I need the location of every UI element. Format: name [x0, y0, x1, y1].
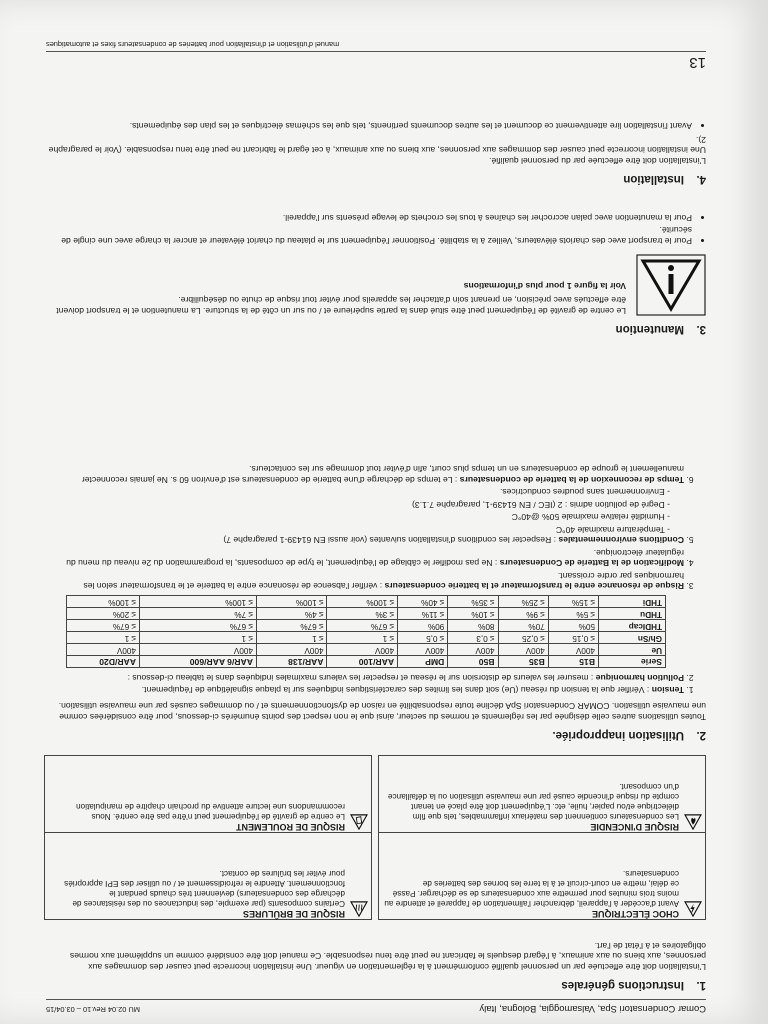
warning-burn [45, 832, 371, 919]
list-item: - Degré de pollution admis : 2 (IEC / EN 61439-1, paragraphe 7.1.3) [46, 499, 670, 509]
list-item: 4. Modification de la Batterie de Condensateurs : Ne pas modifier le câblage de l'équipement, le type de composants, la programmation du 2e niveau du menu du régulateur électronique. [46, 547, 684, 568]
warning-text: Le centre de gravité de l'équipement peut n'être pas être centré. Nous recommandons une lecture attentive du prochain chapitre de manipulation [76, 802, 345, 822]
header-revision: MU 02.04 Rev.10 – 03.04/15 [46, 1005, 140, 1014]
page-number: 13 [689, 54, 706, 71]
column-header: AAR/100 [327, 656, 398, 668]
table-row: THDi ≤ 15% ≤ 25% ≤ 35% ≤ 40% ≤ 100% ≤ 100% ≤ 100% ≤ 100% [67, 596, 666, 608]
table-row: THDu ≤ 5% ≤ 9% ≤ 10% ≤ 11% ≤ 3% ≤ 4% ≤ 7% ≤ 20% [67, 608, 666, 620]
table-row: Gh/Sn ≤ 0,15 ≤ 0,25 ≤ 0,3 ≤ 0,5 ≤ 1 ≤ 1 ≤ 1 ≤ 1 [67, 632, 666, 644]
column-header: AAR/6 AAR/600 [139, 656, 256, 668]
warning-column-left [378, 755, 706, 920]
attention-triangle-icon [636, 254, 706, 316]
fire-warning-icon [684, 814, 702, 830]
section-general-instructions [46, 941, 706, 992]
handling-bullets [46, 213, 706, 246]
column-header: Serie [599, 656, 666, 668]
column-header: DMP [398, 656, 448, 668]
warning-electric-shock [379, 832, 705, 919]
section-improper-use [46, 462, 706, 742]
section-heading: 2.Utilisation inappropriée. [552, 729, 706, 741]
list-item: 2. Pollution harmonique : mesurer les valeurs de distorsion sur le réseau et respecter les valeurs maximales indiquées dans le tableau ci-dessous : Serie B15 B35 B50 DMP AAR/100 AAR/138 AAR/6 AAR/600 AAR/D20 Ue 400V 400V 400V 400V 400V 400V 400V 400V Gh/Sn ≤ 0,15 ≤ 0,25 ≤ 0,3 ≤ 0,5 ≤ 1 ≤ 1 ≤ 1 ≤ 1 THDIcap 50% 70% 80% 90% ≤ 67% ≤ 67% ≤ 67% ≤ 67% THDu ≤ 5% ≤ 9% ≤ 10% ≤ 11% ≤ 3% ≤ 4% ≤ 7% ≤ 20% THDi ≤ 15% ≤ 25% ≤ 35% ≤ 40% ≤ 100% ≤ 100% ≤ 100% ≤ 100% [46, 595, 684, 682]
lightning-warning-icon [684, 901, 702, 917]
list-item: • Pour le transport avec des chariots élévateurs, Veillez à la stabilité. Positionner l'équipement sur le plateau du chariot élévateur et ancrer la charge avec une cingle de sécurité. [46, 225, 692, 246]
column-header: B35 [498, 656, 548, 668]
requirements-list [46, 464, 706, 695]
hot-surface-icon [350, 901, 368, 917]
column-header: AAR/138 [256, 656, 327, 668]
warning-text: Certains composants (par exemple, des inductances ou des résistances de décharge des condensateurs) deviennent très chauds pendant le fonctionnement. Attendre le refroidissement et / ou utiliser des EPI appropriés pour éviter les brûlures de contact. [64, 869, 345, 909]
list-item: • Avant l'installation lire attentivement ce document et les autres documents pertinents, tels que les schémas électriques et les plan des équipements. [46, 120, 692, 130]
list-item: - Humidité relative maximale 50% @40°C [46, 512, 670, 522]
section-text: L'installation doit être effectuée par du personnel qualifié. [489, 155, 706, 166]
warning-title: CHOC ÉLECTRIQUE [591, 909, 679, 919]
table-header-row [67, 656, 666, 668]
harmonic-limits-table [66, 595, 666, 668]
list-item: - Environnement sans poudres conductrices. [46, 487, 670, 497]
warning-title: RISQUE DE BRÛLURES [242, 909, 345, 919]
warning-fire [379, 756, 705, 832]
list-item: • Pour la manutention avec palan accrocher les chaînes à tous les crochets de levage présents sur l'appareil. [46, 213, 692, 223]
list-item: 6. Temps de reconnexion de la batterie de condensateurs : Le temps de décharge d'une batterie de condensateurs est d'environ 60 s. Ne jamais reconnecter manuellement le groupe de condensateurs en un temps plus court, afin d'éviter tout dommage sur les contacteurs. [46, 464, 684, 485]
table-row: Ue 400V 400V 400V 400V 400V 400V 400V 400V [67, 644, 666, 656]
warning-title: RISQUE DE ROULEMENT [235, 822, 345, 832]
column-header: AAR/D20 [67, 656, 140, 668]
list-item: 5. Conditions environnementales : Respecter les conditions d'installation suivantes (voir aussi EN 61439-1 paragraphe 7) - Température maximale 40°C - Humidité relative maximale 50% @40°C - Degré de pollution admis : 2 (IEC / EN 61439-1, paragraphe 7.1.3) - Environnement sans poudres conductrices. [46, 487, 684, 545]
installation-bullets [46, 120, 706, 130]
warning-roll [45, 756, 371, 832]
list-item: 1. Tension : Vérifier que la tension du réseau (Ue) soit dans les limites des caractéristiques indiquées sur la plaque signalétique de l'équipement. [46, 685, 684, 695]
section-heading: 4.Installation [623, 173, 706, 185]
section-text: L'installation doit être effectuée par un personnel qualifié conformément à la réglementation en vigueur. Une installation incorrecte peut causer des dommages aux personnes, aux biens ou aux animaux, à l'égard desquels le fabricant ne peut être tenu responsable. Ce manuel doit être considéré comme un supplément aux normes obligatoires et à l'état de l'art. [69, 941, 706, 972]
section-heading: 1.Instructions générales [561, 979, 706, 991]
warning-title: RISQUE D'INCENDIE [590, 822, 679, 832]
figure-reference: Voir la figure 1 pour plus d'informations [463, 281, 626, 292]
column-header: B50 [448, 656, 498, 668]
column-header: B15 [548, 656, 598, 668]
section-installation [46, 118, 706, 186]
warning-text: Avant d'accéder à l'appareil, débrancher l'alimentation de l'appareil et attendre au moins trois minutes pour permettre aux condensateurs de se décharger. Passé ce délai, mettre en court-circuit et à la terre les bornes des batteries de condensateurs. [384, 869, 679, 909]
environment-conditions-list [46, 487, 684, 535]
header-company: Comar Condensatori Spa, Valsamoggia, Bologna, Italy [479, 1004, 706, 1015]
handling-warning [46, 252, 706, 316]
table-row: THDIcap 50% 70% 80% 90% ≤ 67% ≤ 67% ≤ 67% ≤ 67% [67, 620, 666, 632]
warning-column-right [44, 755, 372, 920]
section-handling [46, 211, 706, 336]
section-text: Une installation incorrecte peut causer des dommages aux personnes, aux biens ou aux animaux, à cet égard le fabricant ne peut être tenu responsable. (Voir le paragraphe 2). [48, 135, 706, 156]
footer-text: manuel d'utilisation et d'installation pour batteries de condensateurs fixes et automatiques [46, 40, 340, 49]
tipping-warning-icon [350, 814, 368, 830]
section-text: Toutes utilisations autres celle désignée par les réglements et normes du secteur, ainsi que le non respect des points énumérés ci-dessous, pour être considérées comme une mauvaise utilisation. COMAR Condensatori SpA décline toute responsabilité en raison de dysfonctionnements et / ou dommages causés par une mauvaise utilisation. [58, 701, 706, 722]
list-item: - Température maximale 40°C [46, 524, 670, 534]
section-heading: 3.Manutention [615, 323, 706, 335]
list-item: 3. Risque de résonance entre le transformateur et la batterie condensateurs : vérifier l'absence de résonance entre la batterie et le transformateur selon les harmoniques par ordre croissant. [46, 570, 684, 591]
section-text: Le centre de gravité de l'équipement peut être situé dans la partie supérieure et / ou sur un côté de la structure. La manutention et le transport doivent être effectués avec précision, en prenant soin d'attacher les appareils pour éviter tout risque de chute ou déséquilibre. [56, 295, 626, 316]
warning-text: Les condensateurs contiennent des matériaux inflammables, tels que film diélectrique et/ou papier, huile, etc. L'équipement doit être placé en tenant compte du risque d'incendie causé par une mauvaise utilisation ou la défaillance d'un composant. [387, 782, 679, 822]
page-header [46, 999, 706, 1016]
page-footer [46, 35, 706, 71]
